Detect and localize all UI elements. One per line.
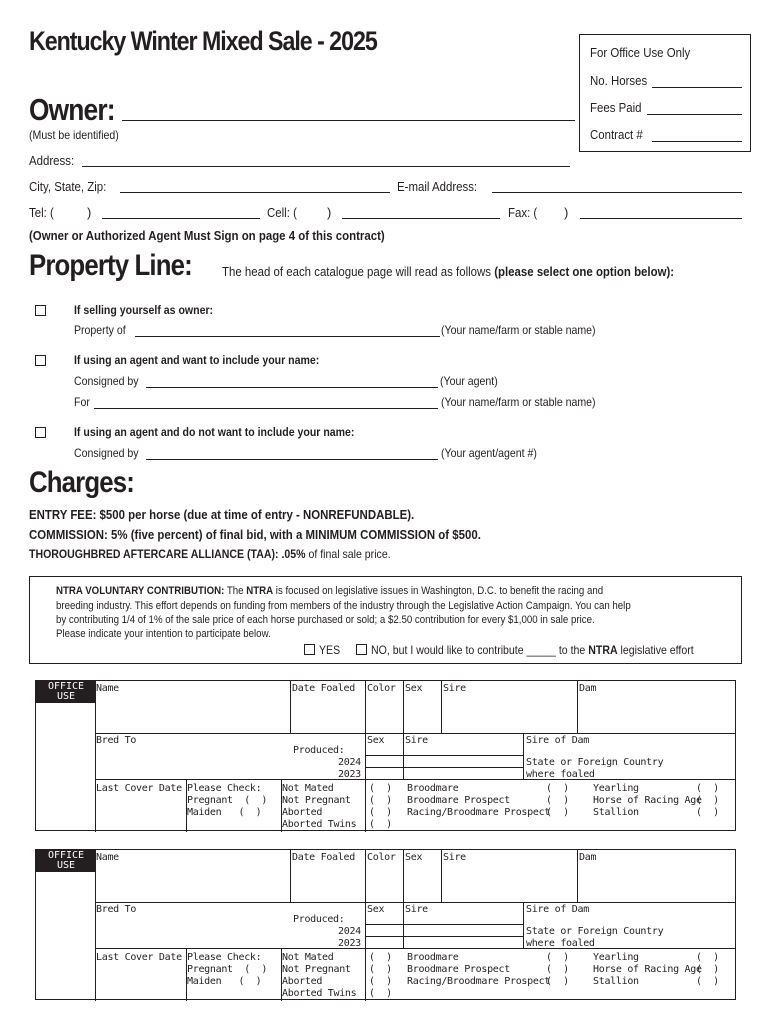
maiden-option[interactable]: Maiden ( ) xyxy=(187,807,262,818)
tel-label: Tel: ( xyxy=(29,205,54,220)
racing-broodmare-check[interactable]: ( ) xyxy=(546,807,569,818)
name-field[interactable]: Name xyxy=(96,852,119,863)
for-field[interactable] xyxy=(94,408,438,409)
broodmare-prospect-label: Broodmare Prospect xyxy=(407,795,510,806)
sire-field[interactable]: Sire xyxy=(443,683,466,694)
ntra-line3: by contributing 1/4 of 1% of the sale price of each horse purchased or sold; a $2.50 contribution for every $1,000 in sale price. xyxy=(56,614,595,626)
office-use-box xyxy=(579,34,751,152)
ntra-line1: NTRA VOLUNTARY CONTRIBUTION: The NTRA is focused on legislative issues in Washington, D.C. to benefit the racing and xyxy=(56,585,604,597)
year-2023: 2023 xyxy=(338,938,361,949)
stallion-label: Stallion xyxy=(593,976,639,987)
horse-entry-form xyxy=(35,680,736,831)
not-pregnant-label: Not Pregnant xyxy=(282,964,351,975)
sign-note: (Owner or Authorized Agent Must Sign on page 4 of this contract) xyxy=(29,228,385,243)
tel-field[interactable] xyxy=(102,218,260,219)
fax-label: Fax: ( xyxy=(508,205,538,220)
city-field[interactable] xyxy=(120,192,390,193)
sex2-label: Sex xyxy=(367,904,385,915)
where-foaled-label: where foaled xyxy=(526,769,595,780)
ntra-no-checkbox[interactable] xyxy=(356,644,367,655)
ntra-no-label: NO, but I would like to contribute _____ to the NTRA legislative effort xyxy=(371,643,694,657)
fax-paren: ) xyxy=(564,205,569,220)
consigned-by-agent-hint: (Your agent/agent #) xyxy=(441,446,537,460)
ntra-box xyxy=(29,576,742,664)
contract-label: Contract # xyxy=(590,127,643,142)
not-mated-check[interactable]: ( ) xyxy=(369,952,392,963)
sire-of-dam-field[interactable]: Sire of Dam xyxy=(526,904,589,915)
produced-label: Produced: xyxy=(293,914,345,925)
state-country-label: State or Foreign Country xyxy=(526,926,664,937)
not-mated-label: Not Mated xyxy=(282,783,334,794)
broodmare-prospect-label: Broodmare Prospect xyxy=(407,964,510,975)
option-agent-name-heading: If using an agent and want to include your name: xyxy=(74,353,320,367)
not-pregnant-check[interactable]: ( ) xyxy=(369,795,392,806)
sex-field[interactable]: Sex xyxy=(405,683,423,694)
charges-heading: Charges: xyxy=(29,466,134,499)
broodmare-check[interactable]: ( ) xyxy=(546,952,569,963)
horse-racing-age-label: Horse of Racing Age xyxy=(593,795,702,806)
yearling-label: Yearling xyxy=(593,952,639,963)
where-foaled-label: where foaled xyxy=(526,938,595,949)
horse-racing-age-label: Horse of Racing Age xyxy=(593,964,702,975)
yearling-check[interactable]: ( ) xyxy=(696,783,719,794)
consigned-by-agent-field[interactable] xyxy=(146,459,438,460)
fees-paid-label: Fees Paid xyxy=(590,100,642,115)
commission: COMMISSION: 5% (five percent) of final bid, with a MINIMUM COMMISSION of $500. xyxy=(29,527,481,542)
pregnant-option[interactable]: Pregnant ( ) xyxy=(187,795,268,806)
please-check-label: Please Check: xyxy=(187,952,262,963)
taa-fee: THOROUGHBRED AFTERCARE ALLIANCE (TAA): .05% of final sale price. xyxy=(29,547,391,561)
cell-field[interactable] xyxy=(342,218,500,219)
property-heading: Property Line: xyxy=(29,249,192,282)
aborted-twins-label: Aborted Twins xyxy=(282,819,357,830)
ntra-line4: Please indicate your intention to participate below. xyxy=(56,628,271,640)
address-field[interactable] xyxy=(82,166,570,167)
racing-broodmare-label: Racing/Broodmare Prospect xyxy=(407,976,551,987)
produced-label: Produced: xyxy=(293,745,345,756)
date-foaled-field[interactable]: Date Foaled xyxy=(292,852,355,863)
horse-entry-form xyxy=(35,849,736,1000)
consigned-by-field[interactable] xyxy=(146,387,438,388)
bred-to-field[interactable]: Bred To xyxy=(96,904,137,915)
stallion-check[interactable]: ( ) xyxy=(696,976,719,987)
name-field[interactable]: Name xyxy=(96,683,119,694)
year-2024: 2024 xyxy=(338,757,361,768)
option-agent-only-checkbox[interactable] xyxy=(35,427,46,438)
ntra-yes-checkbox[interactable] xyxy=(304,644,315,655)
email-label: E-mail Address: xyxy=(397,179,478,194)
not-pregnant-label: Not Pregnant xyxy=(282,795,351,806)
entry-fee: ENTRY FEE: $500 per horse (due at time of entry - NONREFUNDABLE). xyxy=(29,507,415,522)
sire2-label: Sire xyxy=(405,735,428,746)
last-cover-date-field[interactable]: Last Cover Date xyxy=(96,783,182,794)
consigned-by-agent-label: Consigned by xyxy=(74,446,139,460)
aborted-twins-check[interactable]: ( ) xyxy=(369,988,392,999)
ntra-yes-label: YES xyxy=(319,643,341,657)
option-agent-only-heading: If using an agent and do not want to include your name: xyxy=(74,425,355,439)
for-label: For xyxy=(74,395,90,409)
cell-paren: ) xyxy=(327,205,332,220)
consigned-by-hint: (Your agent) xyxy=(440,374,498,388)
ntra-line2: breeding industry. This effort depends on funding from members of the industry through the Legislative Action Campaign. You can help xyxy=(56,600,631,612)
aborted-twins-label: Aborted Twins xyxy=(282,988,357,999)
consigned-by-label: Consigned by xyxy=(74,374,139,388)
address-label: Address: xyxy=(29,153,75,168)
option-owner-heading: If selling yourself as owner: xyxy=(74,303,214,317)
sire-of-dam-field[interactable]: Sire of Dam xyxy=(526,735,589,746)
tel-paren: ) xyxy=(87,205,92,220)
broodmare-prospect-check[interactable]: ( ) xyxy=(546,795,569,806)
stallion-label: Stallion xyxy=(593,807,639,818)
racing-broodmare-label: Racing/Broodmare Prospect xyxy=(407,807,551,818)
horse-racing-age-check[interactable]: ( ) xyxy=(696,964,719,975)
owner-note: (Must be identified) xyxy=(29,128,119,142)
sire-field[interactable]: Sire xyxy=(443,852,466,863)
sex2-label: Sex xyxy=(367,735,385,746)
not-pregnant-check[interactable]: ( ) xyxy=(369,964,392,975)
color-field[interactable]: Color xyxy=(367,852,396,863)
aborted-twins-check[interactable]: ( ) xyxy=(369,819,392,830)
aborted-label: Aborted xyxy=(282,976,323,987)
date-foaled-field[interactable]: Date Foaled xyxy=(292,683,355,694)
aborted-label: Aborted xyxy=(282,807,323,818)
last-cover-date-field[interactable]: Last Cover Date xyxy=(96,952,182,963)
for-hint: (Your name/farm or stable name) xyxy=(441,395,596,409)
owner-heading: Owner: xyxy=(29,92,115,127)
yearling-label: Yearling xyxy=(593,783,639,794)
not-mated-check[interactable]: ( ) xyxy=(369,783,392,794)
aborted-check[interactable]: ( ) xyxy=(369,976,392,987)
property-of-field[interactable] xyxy=(135,336,440,337)
property-of-label: Property of xyxy=(74,323,126,337)
office-use-tag: OFFICE USE xyxy=(36,850,96,872)
option-agent-name-checkbox[interactable] xyxy=(35,355,46,366)
broodmare-label: Broodmare xyxy=(407,783,459,794)
page-title: Kentucky Winter Mixed Sale - 2025 xyxy=(29,26,377,56)
broodmare-label: Broodmare xyxy=(407,952,459,963)
state-country-label: State or Foreign Country xyxy=(526,757,664,768)
aborted-check[interactable]: ( ) xyxy=(369,807,392,818)
no-horses-label: No. Horses xyxy=(590,73,648,88)
dam-field[interactable]: Dam xyxy=(579,852,597,863)
sire2-label: Sire xyxy=(405,904,428,915)
not-mated-label: Not Mated xyxy=(282,952,334,963)
year-2023: 2023 xyxy=(338,769,361,780)
please-check-label: Please Check: xyxy=(187,783,262,794)
dam-field[interactable]: Dam xyxy=(579,683,597,694)
sex-field[interactable]: Sex xyxy=(405,852,423,863)
broodmare-prospect-check[interactable]: ( ) xyxy=(546,964,569,975)
office-use-tag: OFFICE USE xyxy=(36,681,96,703)
city-label: City, State, Zip: xyxy=(29,179,107,194)
stallion-check[interactable]: ( ) xyxy=(696,807,719,818)
horse-racing-age-check[interactable]: ( ) xyxy=(696,795,719,806)
fax-field[interactable] xyxy=(580,218,742,219)
office-use-heading: For Office Use Only xyxy=(590,45,691,60)
option-owner-checkbox[interactable] xyxy=(35,305,46,316)
cell-label: Cell: ( xyxy=(267,205,297,220)
racing-broodmare-check[interactable]: ( ) xyxy=(546,976,569,987)
broodmare-check[interactable]: ( ) xyxy=(546,783,569,794)
pregnant-option[interactable]: Pregnant ( ) xyxy=(187,964,268,975)
maiden-option[interactable]: Maiden ( ) xyxy=(187,976,262,987)
bred-to-field[interactable]: Bred To xyxy=(96,735,137,746)
color-field[interactable]: Color xyxy=(367,683,396,694)
owner-field[interactable] xyxy=(122,120,575,121)
email-field[interactable] xyxy=(492,192,742,193)
year-2024: 2024 xyxy=(338,926,361,937)
yearling-check[interactable]: ( ) xyxy=(696,952,719,963)
property-of-hint: (Your name/farm or stable name) xyxy=(441,323,596,337)
property-intro: The head of each catalogue page will read as follows (please select one option below): xyxy=(222,264,675,279)
